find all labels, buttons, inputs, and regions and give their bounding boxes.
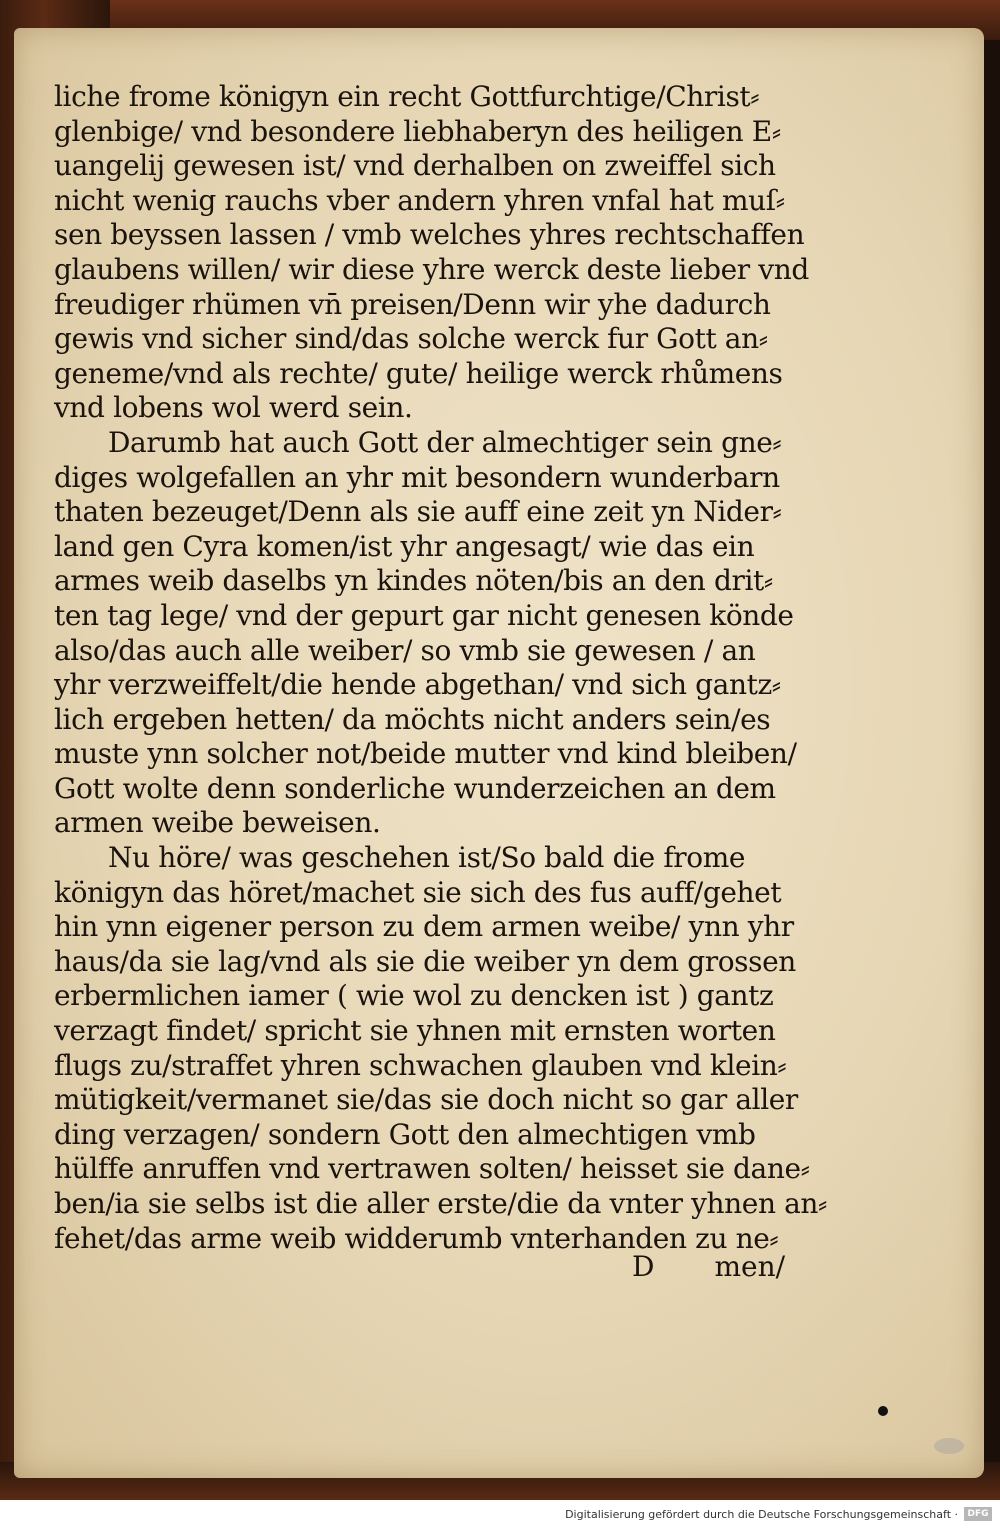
text-line: hülffe anruffen vnd vertrawen solten/ heisset sie dane⸗ [54, 1152, 810, 1186]
body-text [54, 80, 827, 1256]
dfg-logo: DFG [964, 1507, 992, 1521]
text-line: geneme/vnd als rechte/ gute/ heilige werck rhůmens [54, 356, 783, 390]
text-line: armen weibe beweisen. [54, 806, 381, 840]
text-line: thaten bezeuget/Denn als sie auff eine zeit yn Nider⸗ [54, 495, 782, 529]
text-line: ben/ia sie selbs ist die aller erste/die da vnter yhnen an⸗ [54, 1187, 827, 1220]
text-line: gewis vnd sicher sind/das solche werck fur Gott an⸗ [54, 322, 768, 356]
text-line: glaubens willen/ wir diese yhre werck deste lieber vnd [54, 252, 809, 286]
text-line: ten tag lege/ vnd der gepurt gar nicht genesen könde [54, 598, 794, 632]
text-line: land gen Cyra komen/ist yhr angesagt/ wie das ein [54, 529, 755, 563]
ink-dot [878, 1406, 888, 1416]
text-line: liche frome königyn ein recht Gottfurchtige/Christ⸗ [54, 80, 760, 113]
text-line: Nu höre/ was geschehen ist/So bald die frome [108, 841, 746, 875]
text-line: armes weib daselbs yn kindes nöten/bis an den drit⸗ [54, 564, 773, 598]
funding-credit: Digitalisierung gefördert durch die Deutsche Forschungsgemeinschaft · [565, 1508, 958, 1521]
page-foot-line [632, 1250, 785, 1283]
text-line: glenbige/ vnd besondere liebhaberyn des heiligen E⸗ [54, 114, 781, 148]
text-line: uangelij gewesen ist/ vnd derhalben on zweiffel sich [54, 149, 776, 183]
text-line: freudiger rhümen vn̄ preisen/Denn wir yhe dadurch [54, 287, 771, 321]
text-line: sen beyssen lassen / vmb welches yhres rechtschaffen [54, 218, 805, 252]
text-line: hin ynn eigener person zu dem armen weibe/ ynn yhr [54, 910, 794, 944]
text-line: yhr verzweiffelt/die hende abgethan/ vnd sich gantz⸗ [54, 668, 781, 702]
text-line: verzagt findet/ spricht sie yhnen mit ernsten worten [54, 1014, 776, 1048]
text-line: muste ynn solcher not/beide mutter vnd kind bleiben/ [54, 737, 797, 771]
text-line: diges wolgefallen an yhr mit besondern wunderbarn [54, 460, 780, 494]
text-line: erbermlichen iamer ( wie wol zu dencken ist ) gantz [54, 979, 774, 1013]
text-line: vnd lobens wol werd sein. [54, 391, 413, 425]
text-line: flugs zu/straffet yhren schwachen glauben vnd klein⸗ [54, 1048, 787, 1082]
text-line: haus/da sie lag/vnd als sie die weiber yn dem grossen [54, 944, 796, 978]
stain-mark [934, 1438, 964, 1454]
text-line: mütigkeit/vermanet sie/das sie doch nicht so gar aller [54, 1083, 798, 1117]
text-line: lich ergeben hetten/ da möchts nicht anders sein/es [54, 702, 771, 736]
text-line: Gott wolte denn sonderliche wunderzeichen an dem [54, 771, 776, 805]
text-line: Darumb hat auch Gott der almechtiger sein gne⸗ [108, 425, 782, 459]
text-line: fehet/das arme weib widderumb vnterhanden zu ne⸗ [54, 1221, 779, 1255]
signature-mark: D [632, 1250, 655, 1283]
text-line: also/das auch alle weiber/ so vmb sie gewesen / an [54, 633, 756, 667]
text-line: ding verzagen/ sondern Gott den almechtigen vmb [54, 1117, 756, 1151]
catchword: men/ [714, 1250, 786, 1283]
text-line: nicht wenig rauchs vber andern yhren vnfal hat muſ⸗ [54, 183, 785, 217]
footer-bar [0, 1500, 1000, 1528]
text-line: königyn das höret/machet sie sich des fus auff/gehet [54, 875, 782, 909]
paper-leaf [14, 28, 984, 1478]
